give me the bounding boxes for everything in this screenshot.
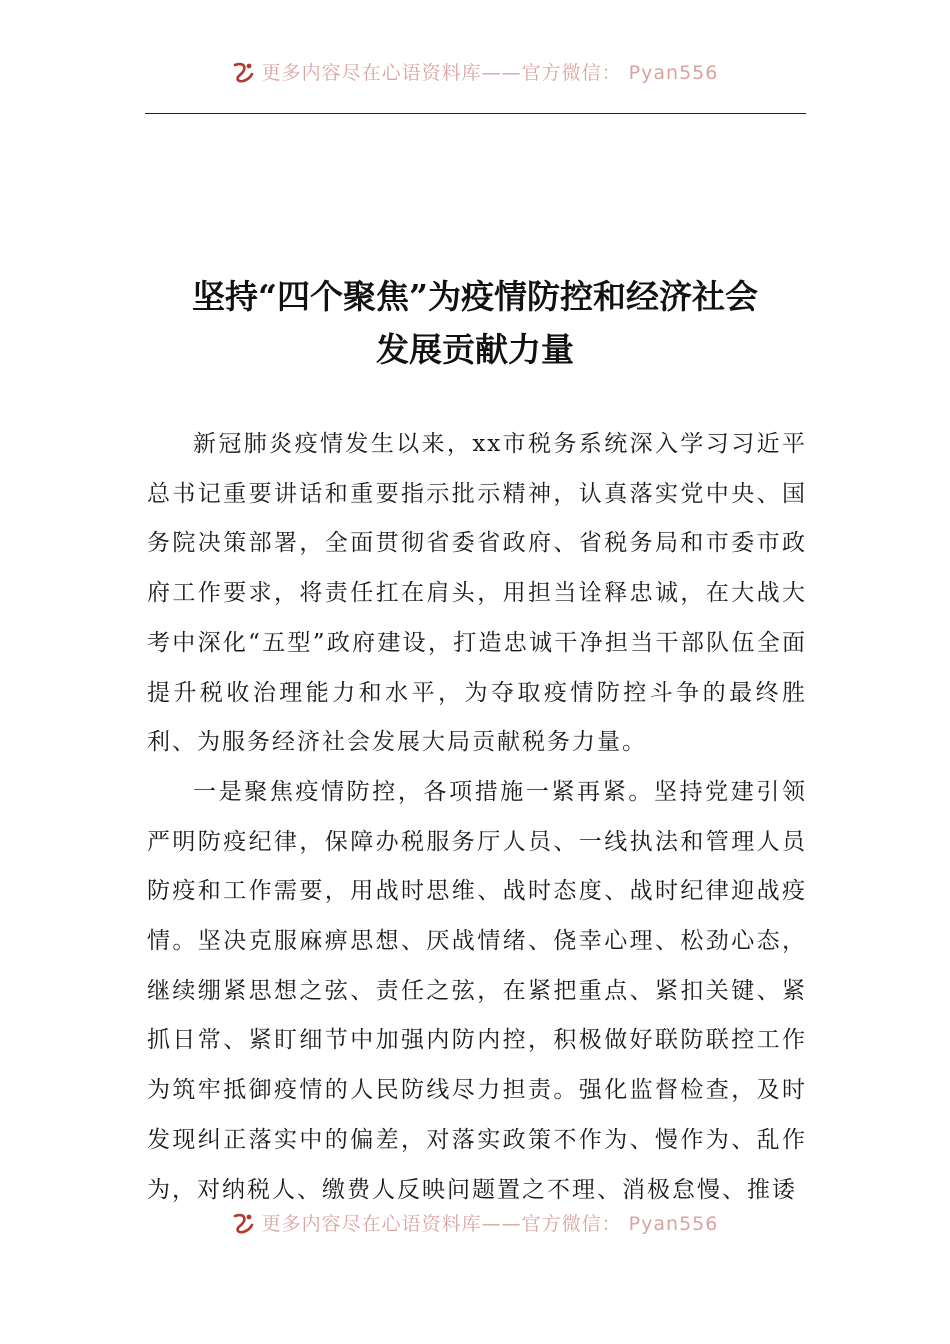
paragraph-point-one: 一是聚焦疫情防控，各项措施一紧再紧。坚持党建引领严明防疫纪律，保障办税服务厅人员、一线执法和管理人员防疫和工作需要，用战时思维、战时态度、战时纪律迎战疫情。坚决克服麻痹思想、厌战情绪、侥幸心理、松劲心态，继续绷紧思想之弦、责任之弦，在紧把重点、紧扣关键、紧抓日常、紧盯细节中加强内防内控，积极做好联防联控工作为筑牢抵御疫情的人民防线尽力担责。强化监督检查，及时发现纠正落实中的偏差，对落实政策不作为、慢作为、乱作为，对纳税人、缴费人反映问题置之不理、消极怠慢、推诿 xyxy=(147,778,807,1203)
logo-icon xyxy=(232,61,256,83)
header-divider xyxy=(145,113,806,114)
title-line-2: 发展贡献力量 xyxy=(376,330,574,369)
document-body xyxy=(147,420,807,1215)
paragraph-intro: 新冠肺炎疫情发生以来，xx市税务系统深入学习习近平总书记重要讲话和重要指示批示精神，认真落实党中央、国务院决策部署，全面贯彻省委省政府、省税务局和市委市政府工作要求，将责任扛在肩头，用担当诠释忠诚，在大战大考中深化“五型”政府建设，打造忠诚干净担当干部队伍全面提升税收治理能力和水平，为夺取疫情防控斗争的最终胜利、为服务经济社会发展大局贡献税务力量。 xyxy=(147,431,807,756)
footer-watermark xyxy=(0,1209,950,1236)
logo-icon xyxy=(232,1212,256,1234)
title-line-1: 坚持“四个聚焦”为疫情防控和经济社会 xyxy=(192,277,758,316)
watermark-text: 更多内容尽在心语资料库——官方微信： Pyan556 xyxy=(261,62,719,84)
header-watermark xyxy=(0,58,950,85)
watermark-text: 更多内容尽在心语资料库——官方微信： Pyan556 xyxy=(261,1213,719,1235)
document-title xyxy=(100,270,850,376)
